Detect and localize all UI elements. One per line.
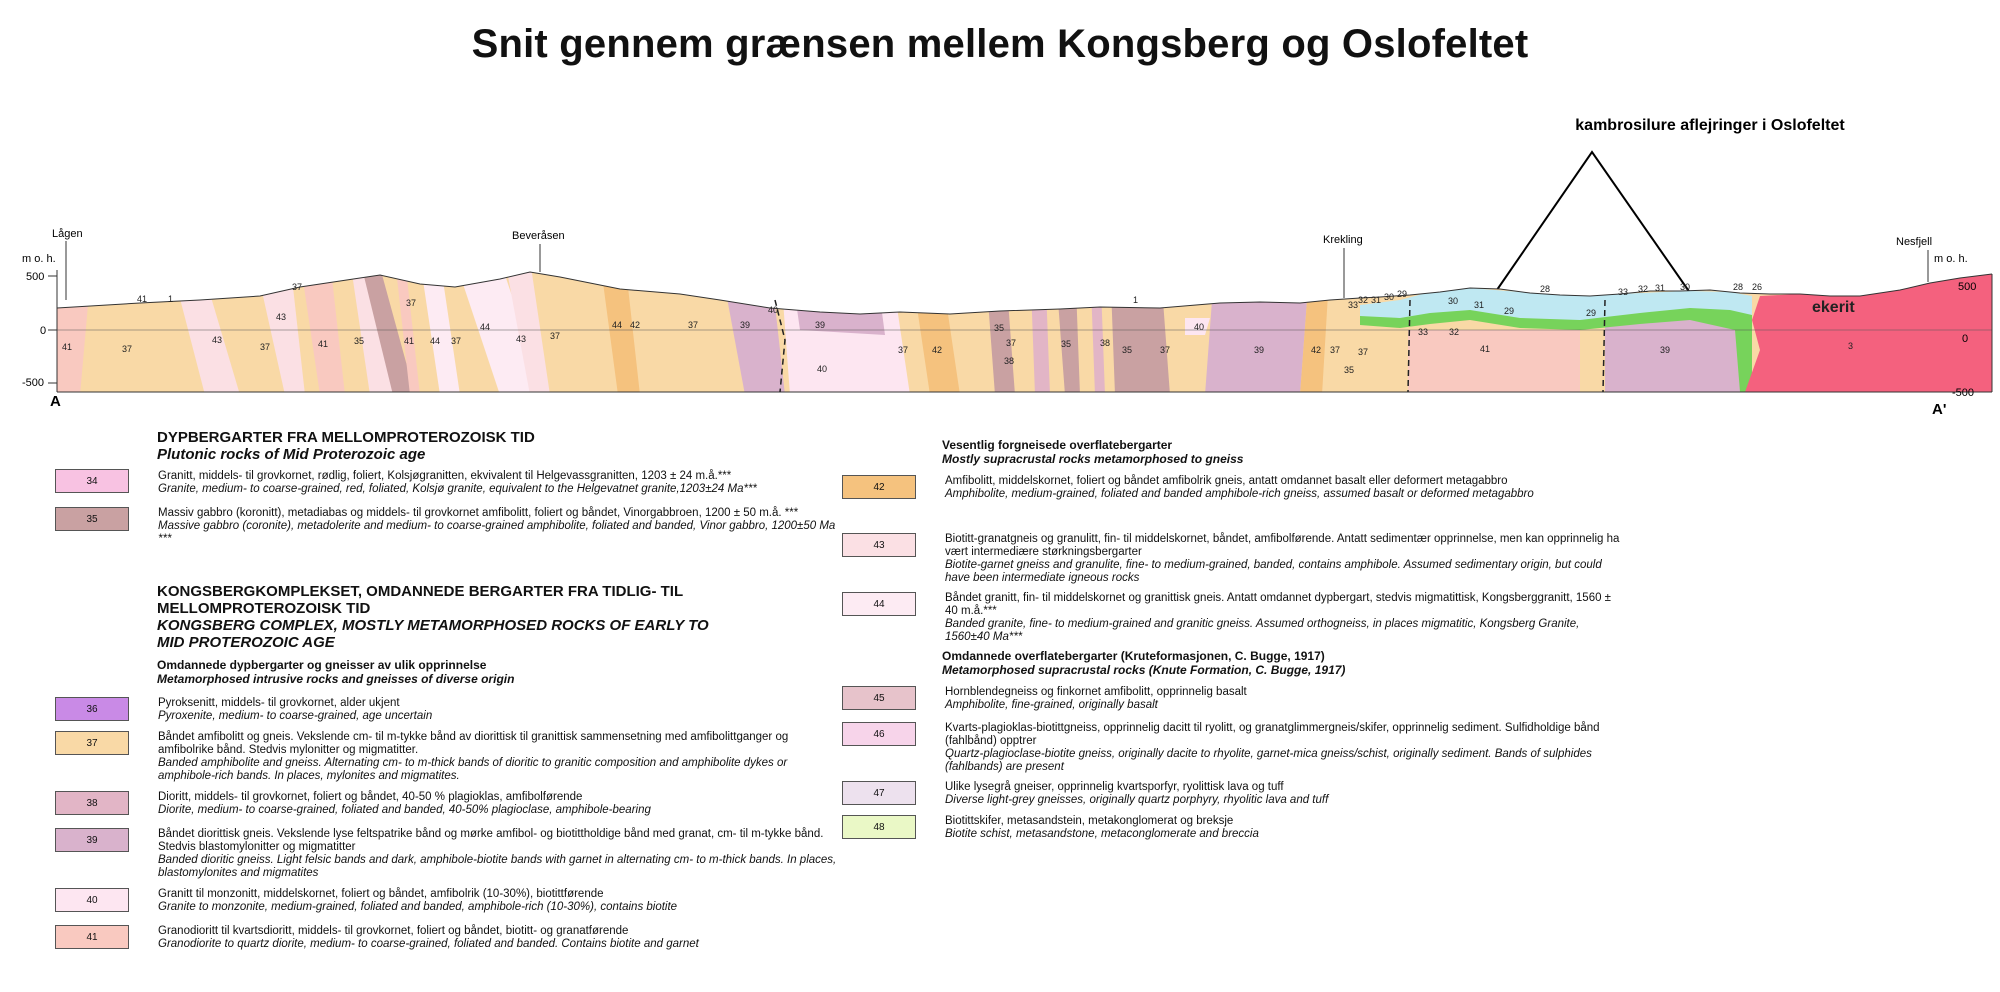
svg-text:35: 35 (1122, 345, 1133, 355)
svg-text:500: 500 (1958, 281, 1977, 293)
unit-41-d (1408, 330, 1580, 395)
svg-text:44: 44 (480, 322, 491, 332)
svg-text:37: 37 (1330, 345, 1341, 355)
callout-lines (1490, 152, 1695, 300)
svg-text:Nesfjell: Nesfjell (1896, 236, 1933, 248)
svg-text:37: 37 (292, 282, 303, 292)
svg-text:26: 26 (1752, 282, 1763, 292)
legend-knute-header: Omdannede overflatebergarter (Kruteformasjonen, C. Bugge, 1917) Metamorphosed supracrustal rocks (Knute Formation, C. Bugge, 1917) (942, 649, 1346, 677)
svg-text:42: 42 (1311, 345, 1322, 355)
ekerit-label: ekerit (1812, 299, 1855, 316)
svg-text:43: 43 (212, 335, 223, 345)
svg-text:38: 38 (1004, 356, 1015, 366)
svg-text:28: 28 (1540, 284, 1551, 294)
legend-intrusive-header: Omdannede dypbergarter og gneisser av ulik opprinnelse Metamorphosed intrusive rocks and gneisses of diverse origin (157, 658, 515, 686)
svg-text:28: 28 (1733, 282, 1744, 292)
legend-kongsberg-header: KONGSBERGKOMPLEKSET, OMDANNEDE BERGARTER FRA TIDLIG- TIL MELLOMPROTEROZOISK TID KONGSBERG COMPLEX, MOSTLY METAMORPHOSED ROCKS OF EARLY TO MID PROTEROZOIC AGE (157, 583, 709, 651)
section-end-right: A' (1932, 401, 1947, 418)
page-title: Snit gennem grænsen mellem Kongsberg og Oslofeltet (471, 22, 1529, 66)
unit-39-c (1205, 260, 1310, 395)
svg-text:31: 31 (1371, 295, 1382, 305)
legend-swatch: 47 (842, 781, 916, 805)
legend-swatch: 39 (55, 828, 129, 852)
svg-text:40: 40 (817, 364, 828, 374)
svg-text:Beveråsen: Beveråsen (512, 230, 565, 242)
svg-text:40: 40 (1194, 322, 1205, 332)
legend-swatch: 37 (55, 731, 129, 755)
legend-swatch: 36 (55, 697, 129, 721)
svg-text:41: 41 (318, 339, 329, 349)
svg-text:42: 42 (932, 345, 943, 355)
unit-39-b (790, 260, 885, 335)
geological-cross-section (0, 0, 2000, 430)
svg-text:41: 41 (62, 342, 73, 352)
svg-text:41: 41 (404, 336, 415, 346)
legend-swatch: 38 (55, 791, 129, 815)
left-axis (22, 253, 57, 389)
svg-text:31: 31 (1655, 283, 1666, 293)
legend-swatch: 44 (842, 592, 916, 616)
svg-text:0: 0 (40, 325, 47, 337)
svg-text:37: 37 (1006, 338, 1017, 348)
svg-text:41: 41 (1480, 344, 1491, 354)
svg-text:40: 40 (768, 305, 779, 315)
svg-text:1: 1 (1133, 295, 1139, 305)
legend-swatch: 48 (842, 815, 916, 839)
svg-text:Krekling: Krekling (1323, 234, 1363, 246)
legend-swatch: 41 (55, 925, 129, 949)
svg-text:37: 37 (1358, 347, 1369, 357)
svg-text:37: 37 (688, 320, 699, 330)
legend-swatch: 42 (842, 475, 916, 499)
svg-text:m o. h.: m o. h. (22, 253, 56, 265)
legend-plutonic-header: DYPBERGARTER FRA MELLOMPROTEROZOISK TID Plutonic rocks of Mid Proterozoic age (157, 429, 535, 463)
svg-text:37: 37 (260, 342, 271, 352)
legend-supracrustal-header: Vesentlig forgneisede overflatebergarter Mostly supracrustal rocks metamorphosed to gneiss (942, 438, 1244, 466)
svg-text:33: 33 (1418, 327, 1429, 337)
legend-swatch: 35 (55, 507, 129, 531)
svg-text:30: 30 (1448, 296, 1459, 306)
svg-text:37: 37 (122, 344, 133, 354)
svg-text:44: 44 (430, 336, 441, 346)
svg-text:500: 500 (26, 271, 45, 283)
svg-text:0: 0 (1962, 333, 1969, 345)
svg-text:38: 38 (1100, 338, 1111, 348)
svg-text:Lågen: Lågen (52, 228, 83, 240)
svg-text:-500: -500 (1952, 387, 1975, 399)
legend-swatch: 43 (842, 533, 916, 557)
svg-text:32: 32 (1638, 284, 1649, 294)
svg-text:39: 39 (815, 320, 826, 330)
legend-swatch: 45 (842, 686, 916, 710)
svg-text:30: 30 (1680, 282, 1691, 292)
svg-text:43: 43 (276, 312, 287, 322)
svg-text:30: 30 (1384, 292, 1395, 302)
svg-text:-500: -500 (22, 377, 45, 389)
svg-text:44: 44 (612, 320, 623, 330)
svg-text:32: 32 (1449, 327, 1460, 337)
svg-text:37: 37 (451, 336, 462, 346)
svg-text:39: 39 (1254, 345, 1265, 355)
svg-text:35: 35 (994, 323, 1005, 333)
svg-text:39: 39 (740, 320, 751, 330)
svg-text:29: 29 (1504, 306, 1515, 316)
svg-text:37: 37 (1160, 345, 1171, 355)
callout-label: kambrosilure aflejringer i Oslofeltet (1575, 117, 1845, 134)
legend-swatch: 46 (842, 722, 916, 746)
svg-text:32: 32 (1358, 295, 1369, 305)
svg-text:3: 3 (1848, 341, 1854, 351)
svg-text:35: 35 (354, 336, 365, 346)
svg-text:29: 29 (1586, 308, 1597, 318)
svg-text:33: 33 (1348, 300, 1359, 310)
unit-ekerit (1745, 274, 1992, 392)
svg-text:31: 31 (1474, 300, 1485, 310)
svg-text:39: 39 (1660, 345, 1671, 355)
svg-text:35: 35 (1344, 365, 1355, 375)
svg-text:29: 29 (1397, 289, 1408, 299)
section-end-left: A (50, 393, 61, 410)
svg-text:37: 37 (898, 345, 909, 355)
svg-text:41: 41 (137, 294, 148, 304)
legend-swatch: 34 (55, 469, 129, 493)
svg-text:42: 42 (630, 320, 641, 330)
svg-text:33: 33 (1618, 287, 1629, 297)
svg-text:1: 1 (168, 294, 174, 304)
svg-text:35: 35 (1061, 339, 1072, 349)
unit-35-d (1110, 260, 1170, 395)
svg-text:37: 37 (550, 331, 561, 341)
svg-text:m o. h.: m o. h. (1934, 253, 1968, 265)
svg-text:43: 43 (516, 334, 527, 344)
legend-swatch: 40 (55, 888, 129, 912)
svg-text:37: 37 (406, 298, 417, 308)
